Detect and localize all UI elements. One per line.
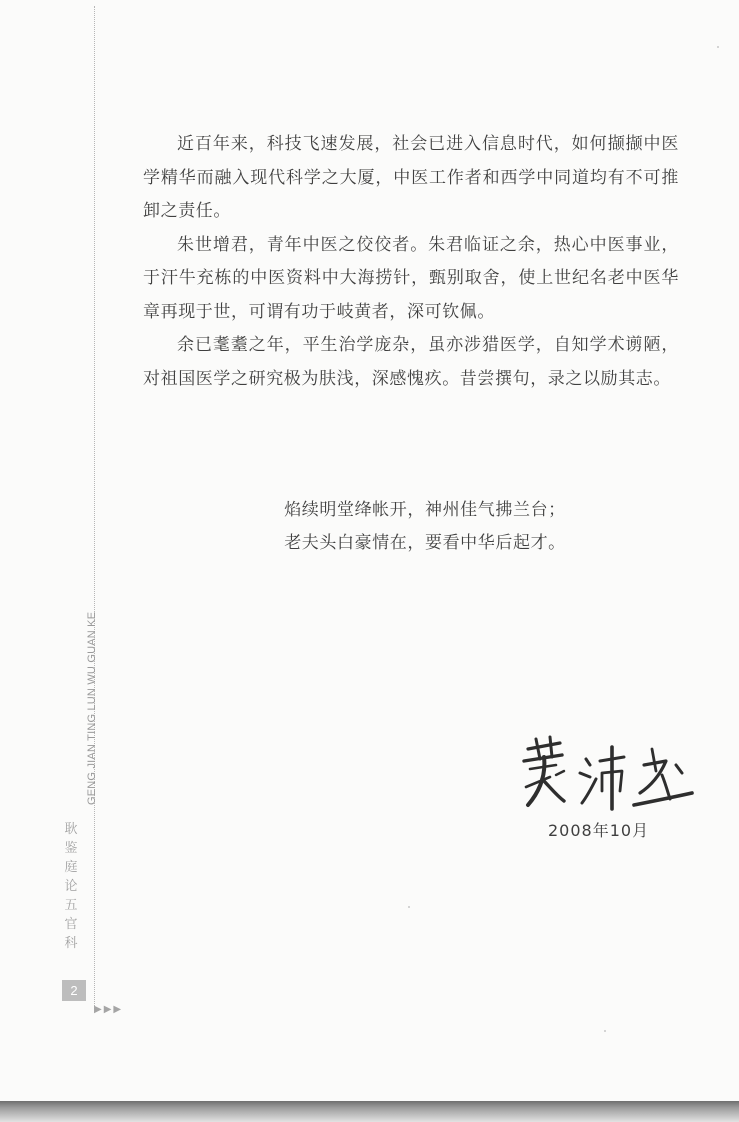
- margin-dotted-rule: [94, 6, 95, 1006]
- paper-speck: [604, 1030, 606, 1032]
- paragraph-3: 余已耄耋之年，平生治学庞杂，虽亦涉猎医学，自知学术谫陋，对祖国医学之研究极为肤浅，深感愧疚。昔尝撰句，录之以励其志。: [143, 335, 679, 389]
- arrow-marks-icon: ▶▶▶: [94, 1004, 124, 1015]
- preface-body: [143, 128, 679, 396]
- paragraph-2: 朱世增君，青年中医之佼佼者。朱君临证之余，热心中医事业，于汗牛充栋的中医资料中大海捞针，甄别取舍，使上世纪名老中医华章再现于世，可谓有功于岐黄者，深可钦佩。: [143, 234, 679, 322]
- handwritten-signature: [516, 735, 696, 825]
- poem-line-1: 焰续明堂绛帐开，神州佳气拂兰台；: [284, 500, 566, 520]
- paragraph-1: 近百年来，科技飞速发展，社会已进入信息时代，如何撷撷中医学精华而融入现代科学之大厦，中医工作者和西学中同道均有不可推卸之责任。: [143, 134, 679, 221]
- paper-speck: [717, 46, 719, 48]
- running-title-chinese: 耿鉴庭论五官科: [64, 822, 78, 951]
- page-number: 2: [62, 980, 86, 1001]
- running-title-latin: GENG JIAN TING LUN WU GUAN KE: [86, 611, 98, 805]
- date-line: 2008年10月: [548, 821, 650, 840]
- paper-speck: [408, 906, 410, 908]
- poem: [143, 494, 679, 560]
- poem-line-2: 老夫头白豪情在，要看中华后起才。: [284, 533, 566, 553]
- page-edge-shadow: [0, 1101, 739, 1122]
